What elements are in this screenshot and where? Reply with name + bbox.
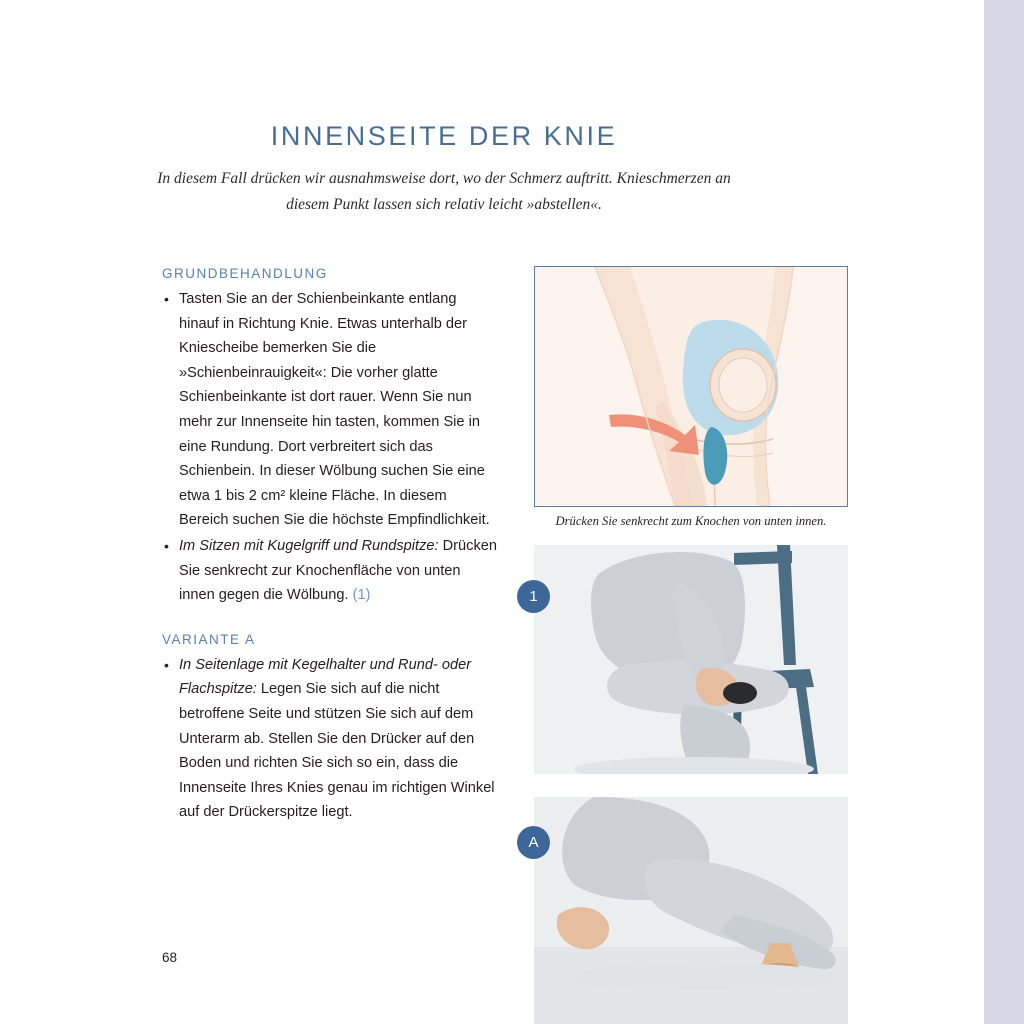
page-title: INNENSEITE DER KNIE (270, 121, 618, 152)
list-item (162, 653, 498, 825)
photo-seated-treatment (534, 545, 848, 774)
bullet-lead: In Seitenlage mit Kegelhalter und Rund- oder Flachspitze: (179, 656, 472, 698)
photo-badge-a: A (517, 826, 550, 859)
photo-badge-1: 1 (517, 580, 550, 613)
bullet-list-grundbehandlung (162, 287, 498, 608)
bullet-text: Legen Sie sich auf die nicht betroffene Seite und stützen Sie sich auf dem Unterarm ab. Stellen Sie den Drücker auf den Boden und richten Sie sich so ein, dass die Innenseite Ihres Knies genau im richtigen Winkel auf der Drückerspitze liegt. (179, 681, 495, 821)
bullet-text: Tasten Sie an der Schienbeinkante entlang hinauf in Richtung Knie. Etwas unterhalb der Kniescheibe bemerken Sie die »Schienbeinrauigkeit«: Die vorher glatte Schienbeinkante ist dort rauer. Wenn Sie nun mehr zur Innenseite hin tasten, kommen Sie in eine Rundung. Dort verbreitert sich das Schienbein. In dieser Wölbung suchen Sie eine etwa 1 bis 2 cm² kleine Fläche. In diesem Bereich suchen Sie die höchste Empfindlichkeit. (179, 291, 490, 529)
figure-reference: (1) (352, 587, 371, 604)
knee-illustration-svg (535, 267, 847, 506)
section-heading-grundbehandlung: GRUNDBEHANDLUNG (162, 266, 328, 281)
section-heading-variante-a: VARIANTE A (162, 631, 256, 647)
page-number: 68 (162, 950, 178, 965)
knee-anatomy-illustration (534, 266, 848, 507)
illustration-caption: Drücken Sie senkrecht zum Knochen von unten innen. (555, 514, 827, 528)
photo-sidelying-svg (534, 797, 848, 1024)
list-item (162, 287, 498, 533)
bullet-list-variante-a (162, 653, 498, 825)
bullet-lead: Im Sitzen mit Kugelgriff und Rundspitze: (179, 537, 439, 554)
photo-sidelying-treatment (534, 797, 848, 1024)
photo-seated-svg (534, 545, 848, 774)
text-column (162, 266, 498, 826)
right-margin (888, 0, 1024, 1024)
bullet-text: Drücken Sie senkrecht zur Knochenfläche von unten innen gegen die Wölbung. (179, 537, 497, 604)
margin-color-strip (984, 0, 1024, 1024)
page-subtitle: In diesem Fall drücken wir ausnahmsweise dort, wo der Schmerz auftritt. Knieschmerzen an diesem Punkt lassen sich relativ leicht »abstellen«. (157, 170, 731, 213)
list-item (162, 534, 498, 608)
